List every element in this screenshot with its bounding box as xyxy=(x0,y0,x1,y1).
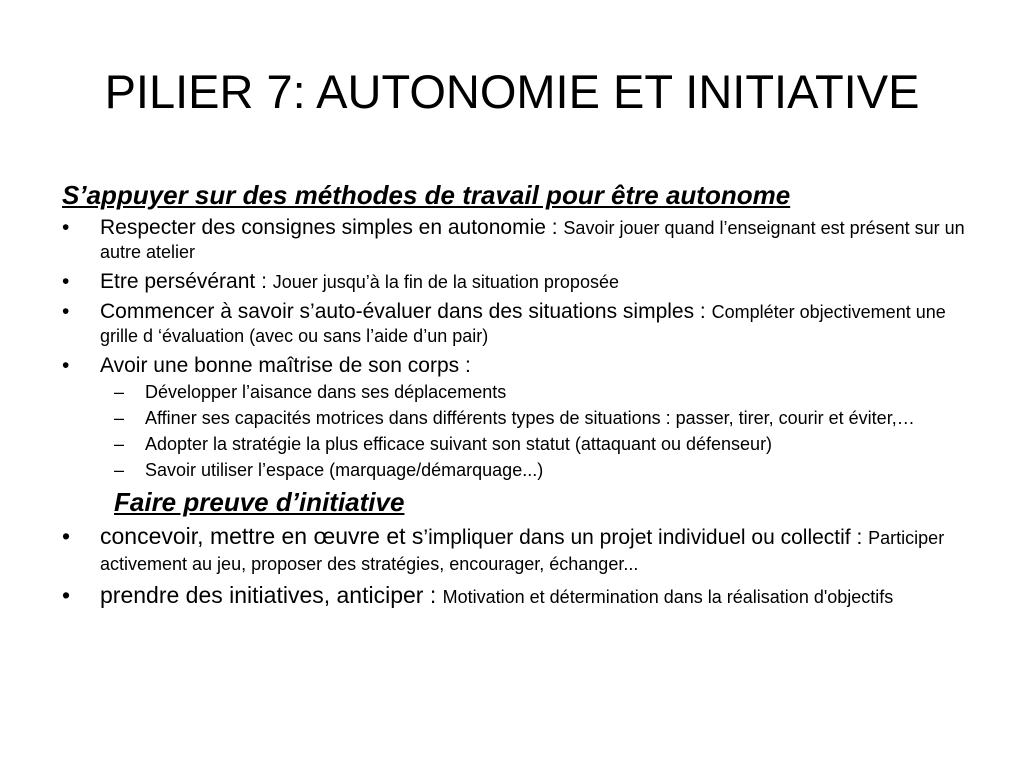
sub-bullet-text: Affiner ses capacités motrices dans différents types de situations : passer, tirer, courir et éviter,… xyxy=(145,408,915,428)
bullet-detail-text: Savoir jouer quand l’enseignant est présent sur un autre atelier xyxy=(100,218,965,262)
bullet-marker: • xyxy=(62,300,70,323)
bullet-marker: • xyxy=(62,523,71,549)
bullet-main-text: concevoir, mettre en œuvre et s xyxy=(100,523,424,549)
dash-marker: – xyxy=(114,434,125,454)
bullet-marker: • xyxy=(62,354,70,377)
bullet-detail-text: Participer activement au jeu, proposer des stratégies, encourager, échanger... xyxy=(100,528,945,574)
sub-bullet-text: Savoir utiliser l’espace (marquage/démarquage...) xyxy=(145,460,544,480)
dash-marker: – xyxy=(114,382,125,402)
dash-marker: – xyxy=(114,460,125,480)
bullet-detail-text: Jouer jusqu’à la fin de la situation proposée xyxy=(272,272,619,292)
slide-body xyxy=(62,180,967,609)
bullet-marker: • xyxy=(62,582,71,608)
bullet-main-text: Avoir une bonne maîtrise de son corps : xyxy=(100,354,471,377)
slide-title: PILIER 7: AUTONOMIE ET INITIATIVE xyxy=(104,65,920,118)
bullet-main-text: Commencer à savoir s’auto-évaluer dans des situations simples : xyxy=(100,300,712,323)
bullet-main-text: Etre persévérant : xyxy=(100,270,273,293)
bullet-detail-text: Compléter objectivement une grille d ‘évaluation (avec ou sans l’aide d’un pair) xyxy=(100,302,946,346)
sub-bullet-item xyxy=(62,408,967,429)
section-heading-initiative: Faire preuve d’initiative xyxy=(114,487,405,517)
section-heading-autonomy: S’appuyer sur des méthodes de travail pour être autonome xyxy=(62,180,791,210)
bullet-main-text: Respecter des consignes simples en autonomie : xyxy=(100,216,564,239)
sub-bullet-item xyxy=(62,382,967,403)
sub-bullet-item xyxy=(62,434,967,455)
sub-bullet-text: Adopter la stratégie la plus efficace suivant son statut (attaquant ou défenseur) xyxy=(145,434,773,454)
bullet-item xyxy=(62,300,967,348)
bullet-main-text: prendre des initiatives, anticiper : xyxy=(100,582,443,608)
bullet-mid-text: ’impliquer dans un projet individuel ou collectif : xyxy=(423,526,869,549)
dash-marker: – xyxy=(114,408,125,428)
bullet-marker: • xyxy=(62,216,70,239)
bullet-marker: • xyxy=(62,270,70,293)
sub-bullet-text: Développer l’aisance dans ses déplacements xyxy=(145,382,507,402)
bullet-detail-text: Motivation et détermination dans la réalisation d'objectifs xyxy=(442,587,894,607)
bullet-item xyxy=(62,524,967,576)
bullet-item xyxy=(62,354,967,377)
bullet-item xyxy=(62,270,967,294)
bullet-item xyxy=(62,583,967,609)
sub-bullet-item xyxy=(62,460,967,481)
bullet-item xyxy=(62,216,967,264)
